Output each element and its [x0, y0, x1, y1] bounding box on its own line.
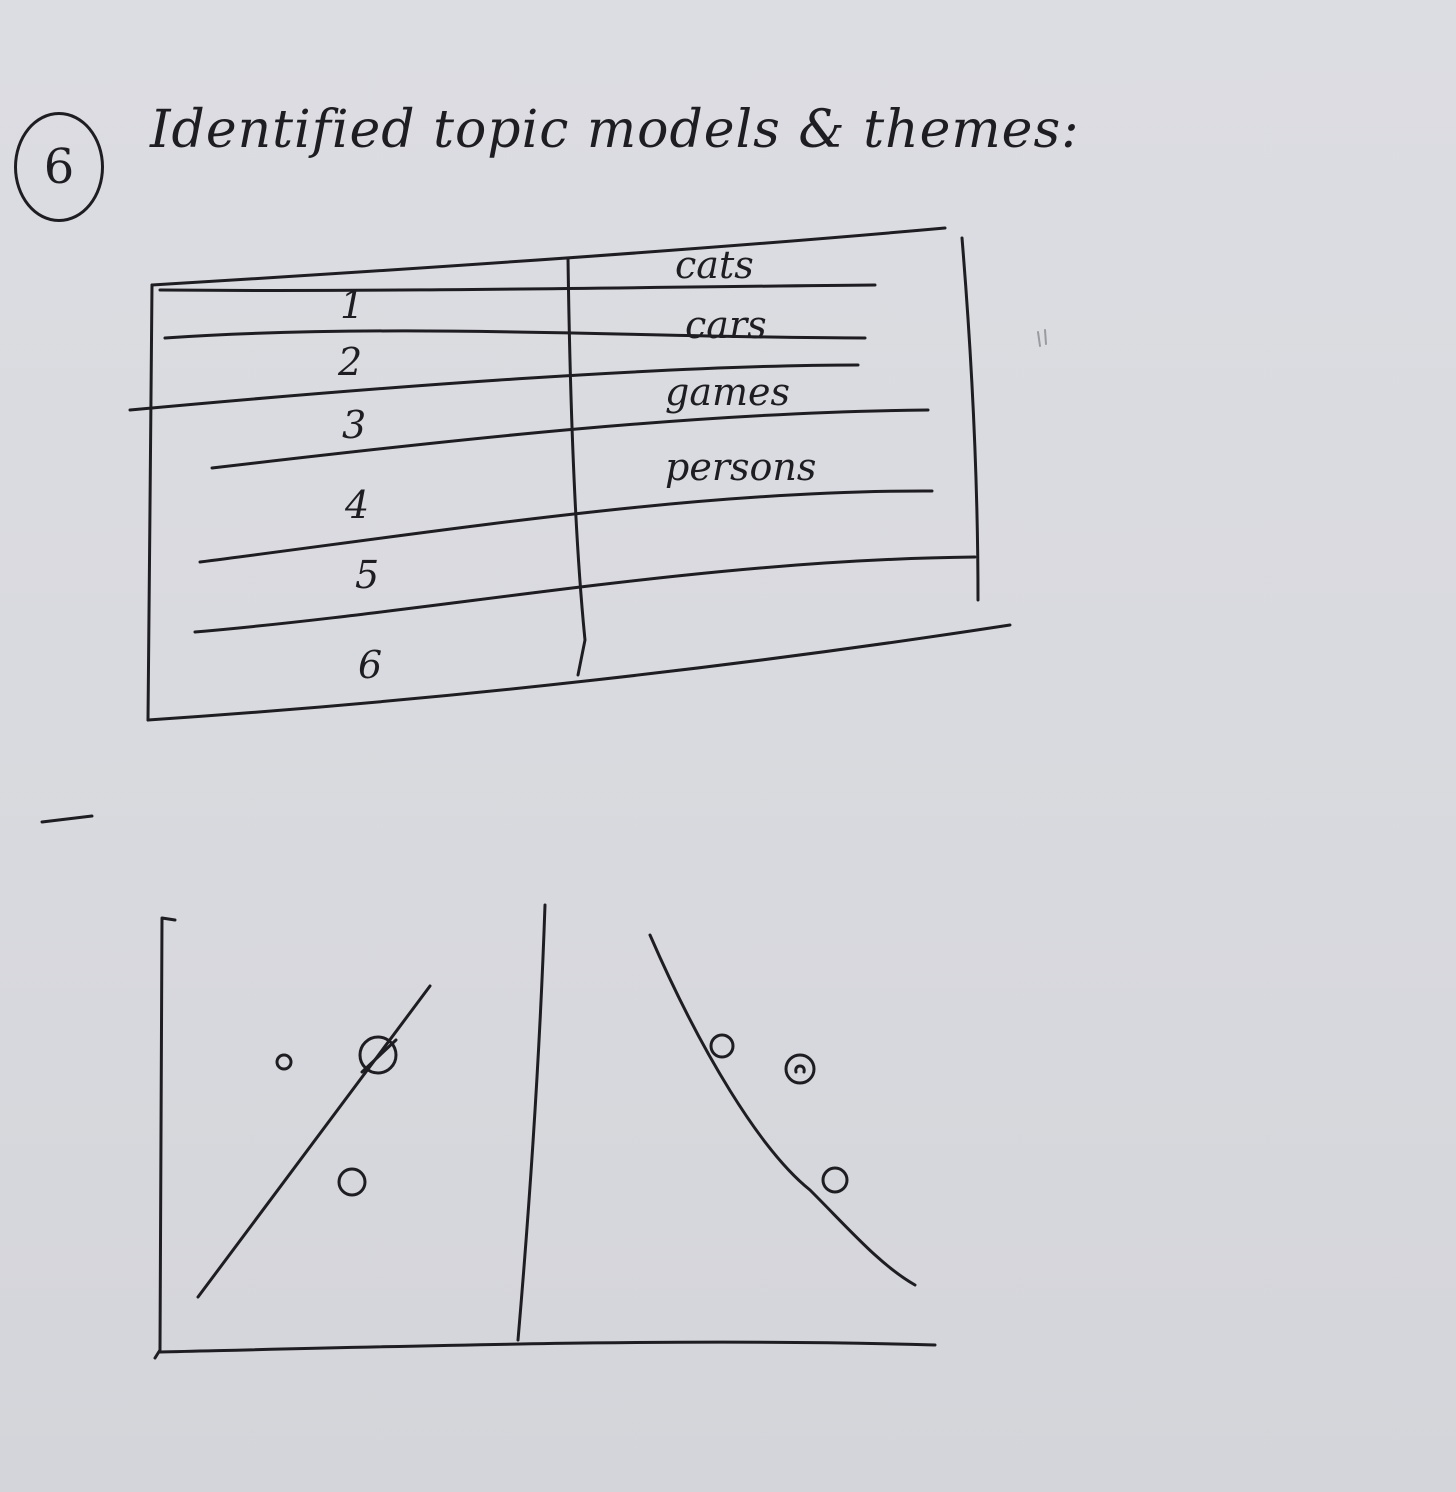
page-title: Identified topic models & themes:: [150, 100, 1080, 160]
row-number: 6: [358, 643, 383, 687]
panel-divider: [518, 905, 545, 1340]
row-theme: games: [665, 370, 791, 414]
data-point: [277, 1055, 291, 1069]
section-number: 6: [43, 139, 75, 195]
y-axis: [155, 918, 175, 1358]
row-number: 1: [340, 283, 365, 327]
trend-curve-decaying: [650, 935, 915, 1285]
row-number: 2: [338, 340, 363, 384]
trend-line-rising: [198, 986, 430, 1297]
data-point: [823, 1168, 847, 1192]
row-number: 3: [342, 403, 367, 447]
margin-dash: [42, 816, 92, 822]
data-point: [711, 1035, 733, 1057]
row-theme: cars: [685, 303, 767, 347]
point-swirl: [796, 1066, 804, 1072]
x-axis: [160, 1342, 935, 1352]
data-point: [339, 1169, 365, 1195]
row-number: 5: [355, 553, 380, 597]
row-theme: persons: [665, 445, 817, 489]
margin-tick: [1038, 330, 1046, 346]
row-number: 4: [345, 483, 370, 527]
data-point: [786, 1055, 814, 1083]
row-theme: cats: [675, 243, 754, 287]
